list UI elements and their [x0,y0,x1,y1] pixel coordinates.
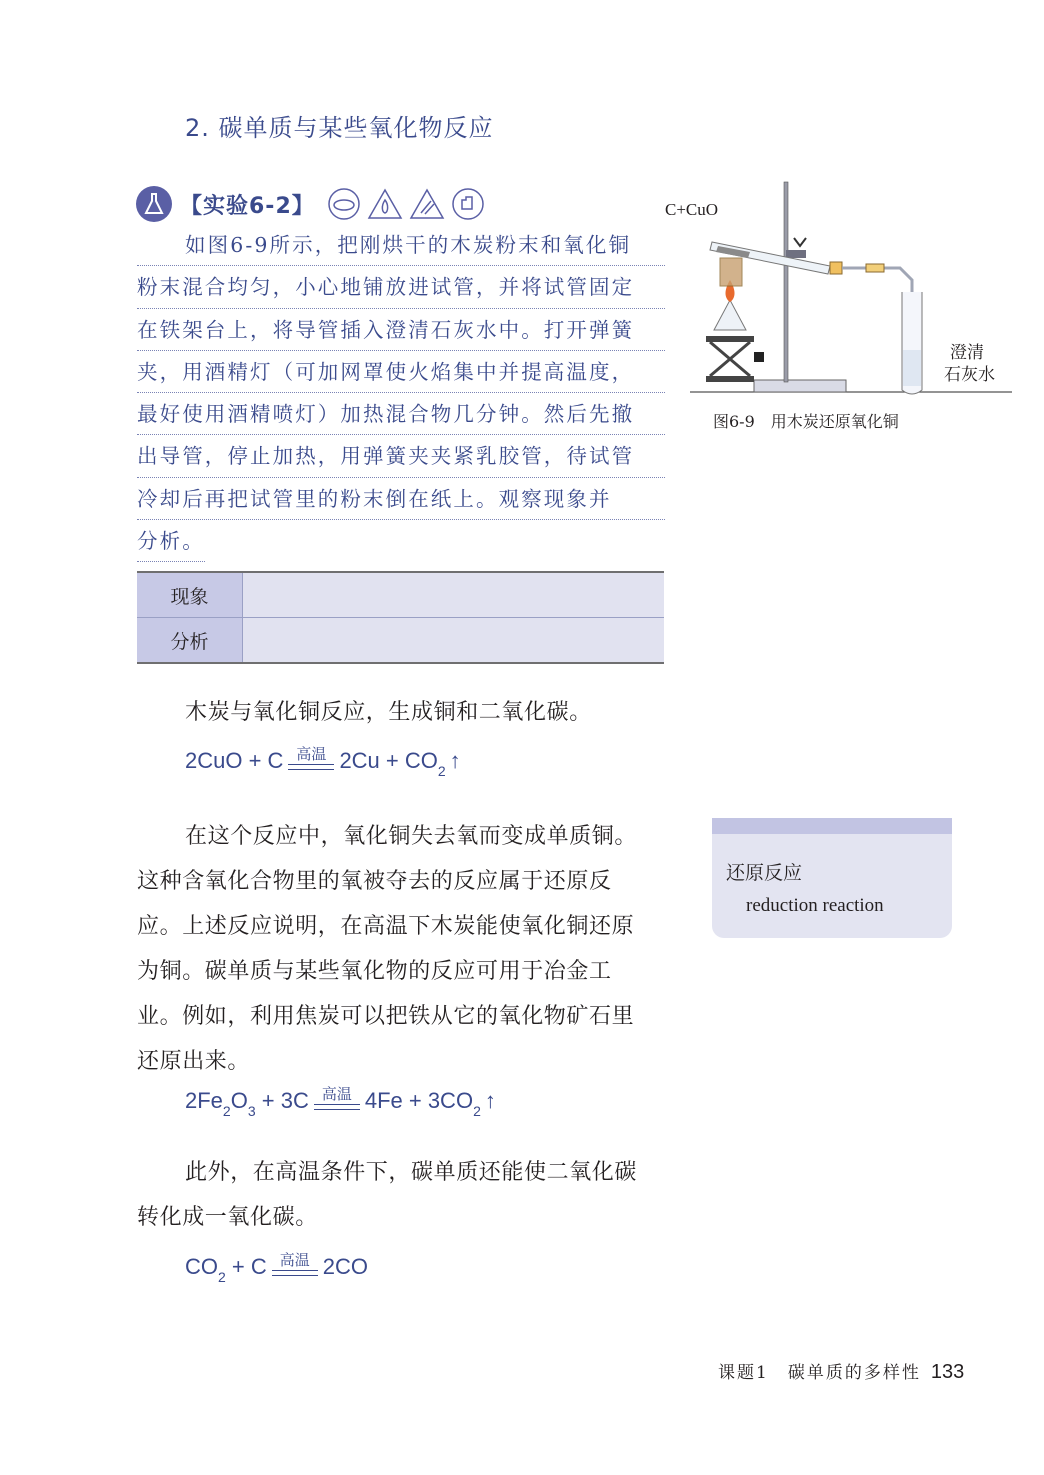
glossary-term-en: reduction reaction [746,895,884,916]
reaction-condition: 高温 [288,746,334,770]
equation-reactants: 2CuO + C [185,748,284,773]
reaction-condition: 高温 [272,1252,318,1276]
page-footer [718,1358,964,1384]
experiment-label: 【实验6-2】 [180,193,315,219]
experiment-line: 在铁架台上，将导管插入澄清石灰水中。打开弹簧 [137,309,665,351]
equation-co2-c: CO $_2$ + C 高温 2CO [185,1251,369,1285]
experiment-line: 如图6-9所示，把刚烘干的木炭粉末和氧化铜 [137,224,665,266]
figure-label-limewater-2: 石灰水 [944,365,995,384]
figure-label-limewater-1: 澄清 [950,343,984,362]
experiment-header [136,184,485,224]
paragraph-text: 木炭与氧化铜反应，生成铜和二氧化碳。 [185,700,592,725]
hot-surface-warning-icon [409,187,445,221]
table-key: 分析 [137,618,243,664]
goggles-icon [327,187,361,221]
page-number: 133 [930,1361,965,1383]
equation-cuo-c: 2CuO + C 高温 2Cu + CO $_2$ ↑ [185,745,461,779]
experiment-line: 出导管，停止加热，用弹簧夹夹紧乳胶管，待试管 [137,435,665,477]
gas-arrow-icon: ↑ [449,748,461,773]
experiment-line: 冷却后再把试管里的粉末倒在纸上。观察现象并 [137,478,665,520]
apparatus-figure [665,180,1015,400]
table-row [137,618,664,664]
table-row [137,572,664,618]
experiment-line: 分析。 [137,520,205,562]
equation-products: 2Cu + CO [339,748,438,773]
paragraph [137,690,665,735]
section-heading: 2. 碳单质与某些氧化物反应 [185,114,494,142]
glossary-term-cn: 还原反应 [726,862,803,884]
experiment-line: 粉末混合均匀，小心地铺放进试管，并将试管固定 [137,266,665,308]
glossary-sidebar [712,818,952,938]
paragraph: 此外，在高温条件下，碳单质还能使二氧化碳 转化成一氧化碳。 [137,1160,638,1230]
footer-lesson: 课题1 碳单质的多样性 [718,1363,921,1383]
experiment-line: 最好使用酒精喷灯）加热混合物几分钟。然后先撤 [137,393,665,435]
experiment-procedure [137,224,665,577]
safety-icons [327,187,485,221]
table-value-field[interactable] [243,572,665,618]
fire-warning-icon [367,187,403,221]
figure-label-reactants: C+CuO [665,200,719,219]
gas-arrow-icon: ↑ [484,1088,496,1113]
paragraph: 在这个反应中，氧化铜失去氧而变成单质铜。 这种含氧化合物里的氧被夺去的反应属于还原反 应。上述反应说明，在高温下木炭能使氧化铜还原 为铜。碳单质与某些氧化物的反应可用于冶金工 业。例如，利用焦炭可以把铁从它的氧化物矿石里 还原出来。 [137,824,638,1074]
flask-icon [136,186,172,222]
observation-table [137,571,664,664]
figure-caption: 图6-9 用木炭还原氧化铜 [713,412,899,431]
equation-fe2o3-c: 2Fe $_2$ O $_3$ + 3C 高温 4Fe + 3CO $_2$ ↑ [185,1085,496,1119]
table-key: 现象 [137,572,243,618]
table-value-field[interactable] [243,618,665,664]
hand-wash-icon [451,187,485,221]
reaction-condition: 高温 [314,1086,360,1110]
experiment-line: 夹，用酒精灯（可加网罩使火焰集中并提高温度， [137,351,665,393]
